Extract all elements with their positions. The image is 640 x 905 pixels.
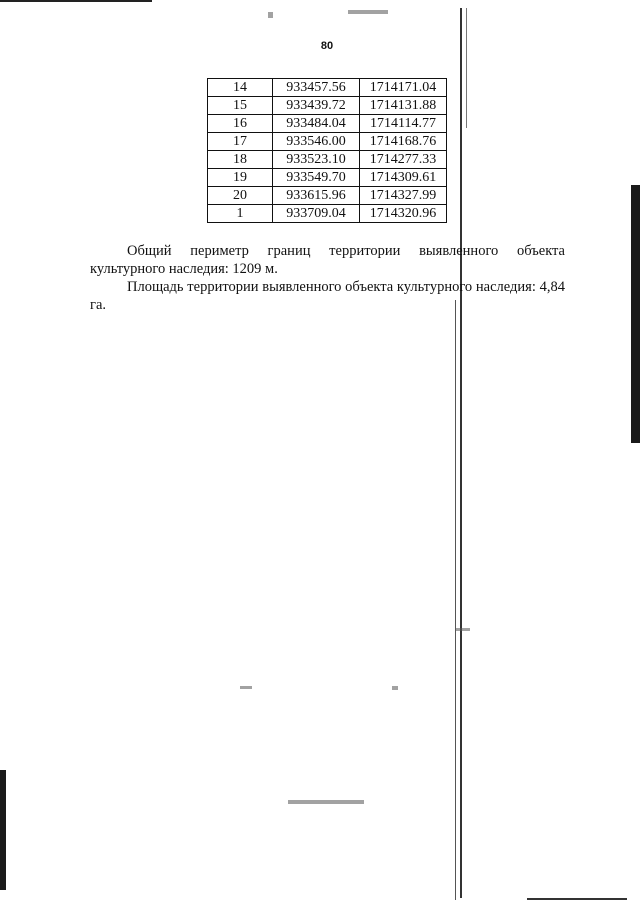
- scan-binding-line-lower: [455, 300, 456, 900]
- x-coordinate-cell: 933615.96: [273, 187, 360, 205]
- y-coordinate-cell: 1714320.96: [360, 205, 447, 223]
- x-coordinate-cell: 933457.56: [273, 79, 360, 97]
- scan-speck: [268, 12, 273, 18]
- point-number-cell: 14: [208, 79, 273, 97]
- x-coordinate-cell: 933484.04: [273, 115, 360, 133]
- area-paragraph: [90, 278, 565, 314]
- area-text: Площадь территории выявленного объекта культурного наследия: 4,84 га.: [90, 279, 565, 313]
- y-coordinate-cell: 1714171.04: [360, 79, 447, 97]
- coordinates-table: [207, 78, 447, 223]
- scan-speck: [348, 10, 388, 14]
- point-number-cell: 18: [208, 151, 273, 169]
- point-number-cell: 20: [208, 187, 273, 205]
- scan-edge-line-bottom: [527, 898, 627, 900]
- scan-speck: [456, 628, 470, 631]
- perimeter-text: Общий периметр границ территории выявленного объекта культурного наследия: 1209 м.: [90, 243, 565, 277]
- perimeter-paragraph: [90, 242, 565, 278]
- y-coordinate-cell: 1714277.33: [360, 151, 447, 169]
- scan-speck: [288, 800, 364, 804]
- coordinates-table-body: [208, 79, 447, 223]
- scan-edge-line-top: [0, 0, 152, 2]
- scan-edge-bar-left: [0, 770, 6, 890]
- table-row: [208, 97, 447, 115]
- table-row: [208, 187, 447, 205]
- table-row: [208, 151, 447, 169]
- page-number: 80: [320, 40, 334, 52]
- point-number-cell: 19: [208, 169, 273, 187]
- point-number-cell: 15: [208, 97, 273, 115]
- table-row: [208, 115, 447, 133]
- y-coordinate-cell: 1714114.77: [360, 115, 447, 133]
- table-row: [208, 205, 447, 223]
- scan-speck: [240, 686, 252, 689]
- x-coordinate-cell: 933549.70: [273, 169, 360, 187]
- y-coordinate-cell: 1714168.76: [360, 133, 447, 151]
- table-row: [208, 169, 447, 187]
- scan-binding-line-inner: [466, 8, 467, 128]
- y-coordinate-cell: 1714327.99: [360, 187, 447, 205]
- point-number-cell: 17: [208, 133, 273, 151]
- y-coordinate-cell: 1714131.88: [360, 97, 447, 115]
- scan-speck: [392, 686, 398, 690]
- scan-binding-line-outer: [460, 8, 462, 898]
- x-coordinate-cell: 933546.00: [273, 133, 360, 151]
- x-coordinate-cell: 933709.04: [273, 205, 360, 223]
- point-number-cell: 1: [208, 205, 273, 223]
- scan-edge-bar-right: [631, 185, 640, 443]
- table-row: [208, 133, 447, 151]
- y-coordinate-cell: 1714309.61: [360, 169, 447, 187]
- point-number-cell: 16: [208, 115, 273, 133]
- table-row: [208, 79, 447, 97]
- x-coordinate-cell: 933523.10: [273, 151, 360, 169]
- x-coordinate-cell: 933439.72: [273, 97, 360, 115]
